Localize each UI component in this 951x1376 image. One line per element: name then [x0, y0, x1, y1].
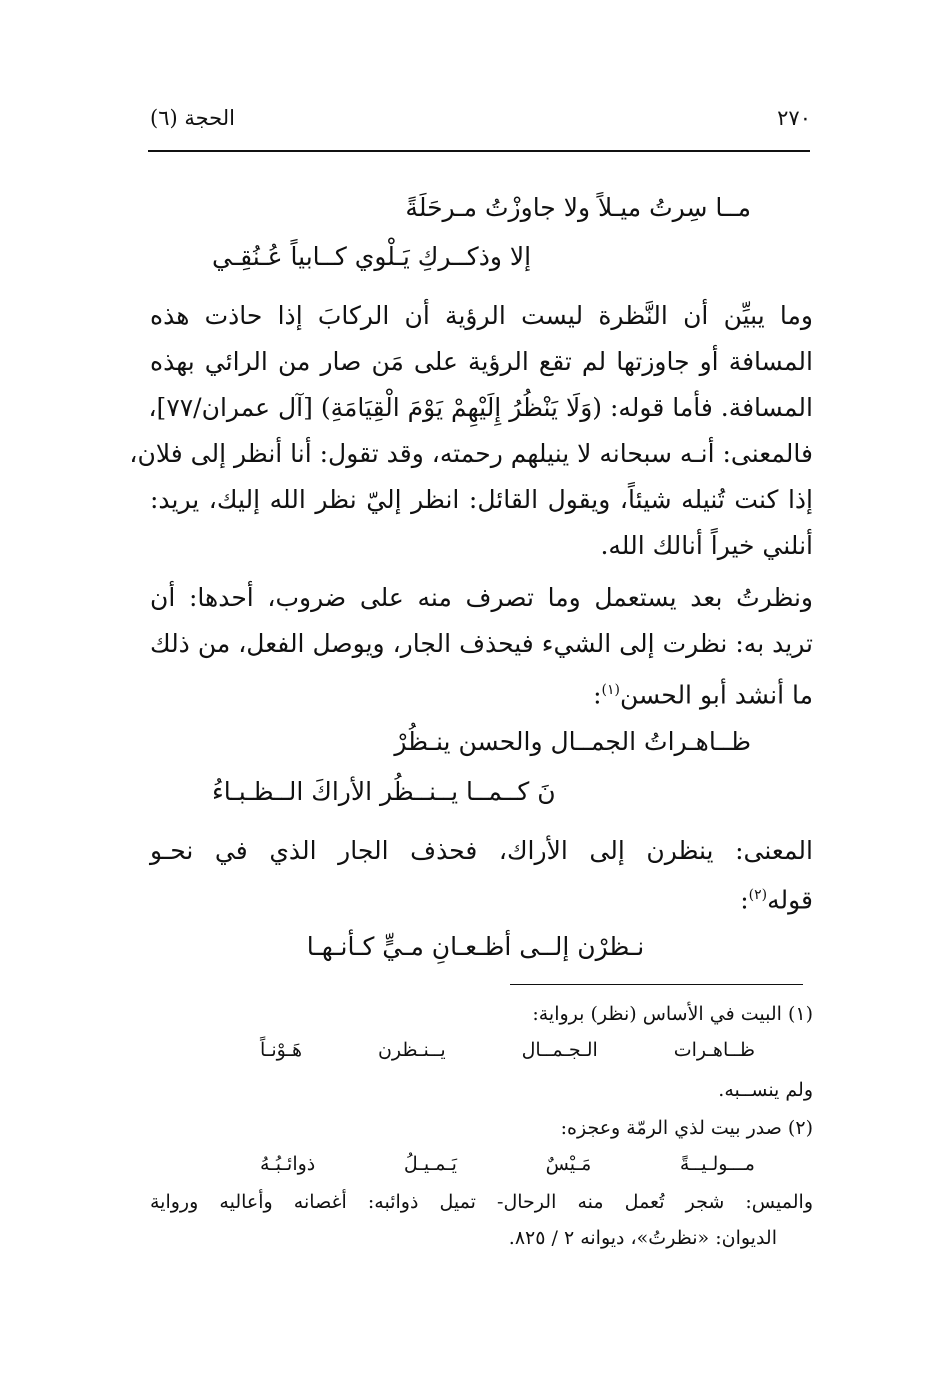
paragraph-2-line	[593, 668, 813, 712]
paragraph-3-line: المعنى: ينظرن إلى الأراك، فحذف الجار الذي في نحـو	[150, 836, 813, 865]
paragraph-1-line: فالمعنى: أنـه سبحانه لا ينيلهم رحمته، وقد تقول: أنا أنظر إلى فلان،	[129, 439, 813, 468]
paragraph-2-line: تريد به: نظرت إلى الشيء فيحذف الجار، ويوصل الفعل، من ذلك	[150, 629, 813, 658]
paragraph-1-line: إذا كنت تُنيله شيئاً، ويقول القائل: انظر إليّ نظر الله إليك، يريد:	[150, 485, 813, 514]
paragraph-1-line: المسافة. فأما قوله: (وَلَا يَنْظُرُ إِلَيْهِمْ يَوْمَ الْقِيَامَةِ) [آل عمران/٧٧]،	[148, 393, 813, 422]
paragraph-2-colon: :	[593, 680, 602, 710]
verse-3-hemistich: نـظرْن إلــى أظـعـانِ مـيٍّ كـأنـهـا	[306, 932, 645, 961]
paragraph-3-line	[740, 873, 813, 917]
paragraph-1-line: المسافة أو جاوزتها لم تقع الرؤية على مَن صار من الرائي بهذه	[150, 347, 813, 376]
footnote-2-text: (٢) صدر بيت لذي الرمّة وعجزه:	[560, 1117, 813, 1139]
footnote-ref-2: (٢)	[748, 887, 768, 903]
verse-2-first-hemistich: ظــاهـراتُ الجمــال والحسن ينـظُرْ	[394, 727, 751, 756]
footnote-1-text: (١) البيت في الأساس (نظر) برواية:	[532, 1003, 813, 1025]
footnote-1-verse: ظــاهـرات الـجـمــال يــنـظرن هَـوْنـاً	[260, 1039, 755, 1061]
footnote-divider	[510, 984, 803, 985]
footnote-2-text: الديوان: «نظرتُ»، ديوانه ٢ / ٨٢٥.	[508, 1227, 777, 1249]
paragraph-3-text: قوله	[767, 885, 813, 915]
footnote-2-text: والميس: شجر تُعمل منه الرحال- تميل ذوائبه: أغصانه وأعاليه ورواية	[150, 1191, 813, 1213]
verse-1-first-hemistich: مــا سِرتُ ميـلاً ولا جاوزْتُ مـرحَلَةً	[405, 193, 751, 222]
paragraph-1-line: وما يبيِّن أن النَّظرة ليست الرؤية أن الركابَ إذا حاذت هذه	[150, 301, 813, 330]
header-divider	[148, 150, 810, 152]
book-title: الحجة (٦)	[150, 106, 235, 130]
footnote-2-verse: مـــولـيــةً مَـيْسٌ يَـمـيـلُ ذوائـبُـهُ	[260, 1153, 755, 1175]
paragraph-2-text: ما أنشد أبو الحسن	[619, 680, 813, 710]
footnote-1-text: ولم ينســبه.	[718, 1079, 813, 1101]
paragraph-1-line: أنلني خيراً أنالك الله.	[600, 531, 813, 560]
paragraph-3-colon: :	[740, 885, 749, 915]
footnote-ref-1: (١)	[601, 682, 620, 698]
verse-2-second-hemistich: نَ كــمــا يــنــظُر الأراكَ الــظـبـاءُ	[212, 777, 556, 806]
running-header	[150, 106, 811, 136]
paragraph-2-line: ونظرتُ بعد يستعمل وما تصرف منه على ضروب، أحدها: أن	[150, 583, 814, 612]
verse-1-second-hemistich: إلا وذكــركِ يَـلْوي كــابياً عُـنُقِـي	[212, 242, 532, 271]
page-number: ٢٧٠	[777, 106, 811, 130]
